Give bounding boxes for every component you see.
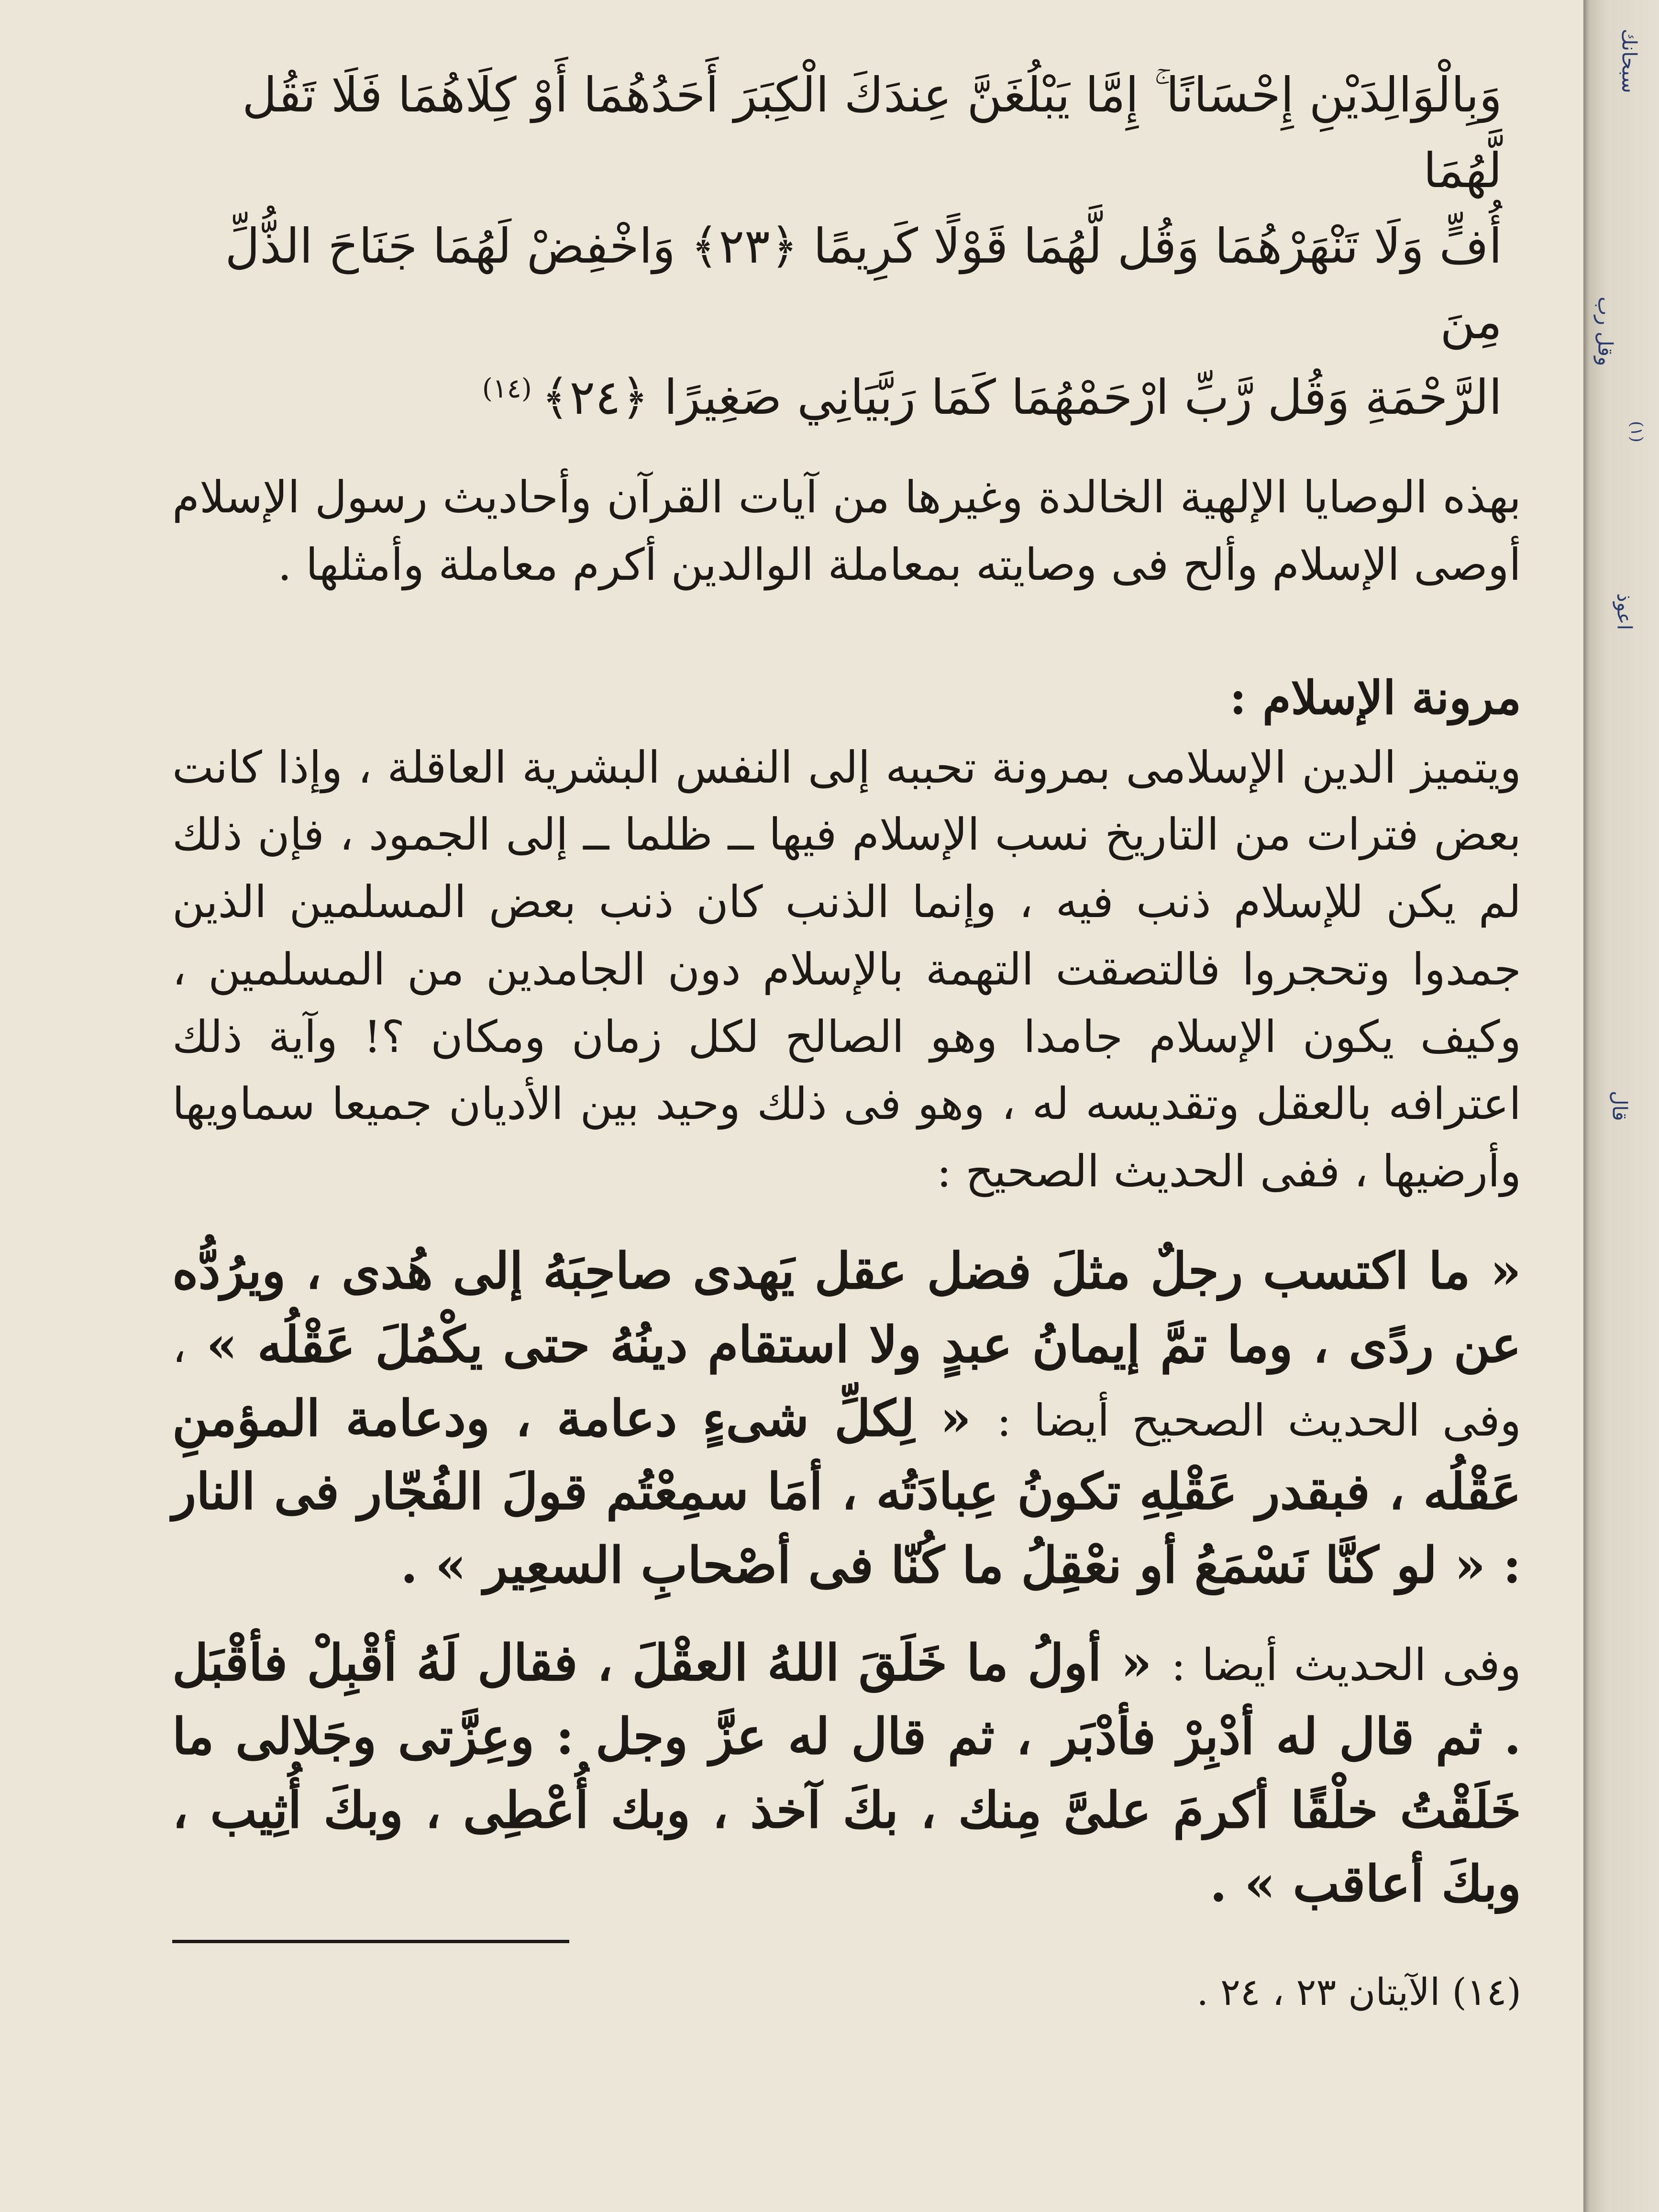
verse-line-2: أُفٍّ وَلَا تَنْهَرْهُمَا وَقُل لَّهُمَا قَوْلًا كَرِيمًا ﴿٢٣﴾ وَاخْفِضْ لَهُمَا جَنَاحَ الذُّلِّ مِنَ (225, 218, 1502, 350)
verse-line-1: وَبِالْوَالِدَيْنِ إِحْسَانًا ۚ إِمَّا يَبْلُغَنَّ عِندَكَ الْكِبَرَ أَحَدُهُمَا أَوْ كِلَاهُمَا فَلَا تَقُل لَّهُمَا (242, 67, 1502, 199)
hadith-quote-1: « ما اكتسب رجلٌ مثلَ فضل عقل يَهدى صاحِبَهُ إلى هُدى ، ويرُدُّه عن ردًى ، وما تمَّ إيمانُ عبدٍ ولا استقام دينُهُ حتى يكْمُلَ عَقْلُه » (172, 1241, 1521, 1374)
margin-note-2: وقل رب (1593, 297, 1617, 366)
margin-note-3: (١) (1626, 421, 1646, 442)
section-heading: مرونة الإسلام : (1229, 670, 1521, 725)
margin-note-1: سبحانك (1617, 29, 1641, 93)
quran-verse-block (172, 57, 1521, 435)
page-text-column (172, 57, 1521, 1921)
footnote-divider (172, 1940, 569, 1943)
verse-line-3 (172, 360, 1521, 435)
body-paragraph: ويتميز الدين الإسلامى بمرونة تحببه إلى النفس البشرية العاقلة ، وإذا كانت بعض فترات من التاريخ نسب الإسلام فيها ــ ظلما ــ إلى الجمود ، فإن ذلك لم يكن للإسلام ذنب فيه ، وإنما الذنب كان ذنب بعض المسلمين الذين جمدوا وتحجروا فالتصقت التهمة بالإسلام دون الجامدين من المسلمين ، وكيف يكون الإسلام جامدا وهو الصالح لكل زمان ومكان ؟! وآية ذلك اعترافه بالعقل وتقديسه له ، وهو فى ذلك وحيد بين الأديان جميعا سماويها وأرضيها ، ففى الحديث الصحيح : (172, 741, 1521, 1197)
hadith-connector-1: ، وفى الحديث الصحيح أيضا : (172, 1321, 1521, 1446)
verse-line-3-text: الرَّحْمَةِ وَقُل رَّبِّ ارْحَمْهُمَا كَمَا رَبَّيَانِي صَغِيرًا ﴿٢٤﴾ (541, 369, 1502, 425)
margin-note-5: قال (1608, 1091, 1632, 1121)
footnote-marker: (١٤) (482, 373, 532, 404)
hadith-paragraph-2 (172, 1626, 1521, 1921)
hadith-paragraph-1 (172, 1234, 1521, 1603)
intro-paragraph: بهذه الوصايا الإلهية الخالدة وغيرها من آيات القرآن وأحاديث رسول الإسلام أوصى الإسلام وألح فى وصايته بمعاملة الوالدين أكرم معاملة وأمثلها . (172, 472, 1521, 590)
hadith-quote-2: « لِكلِّ شىءٍ دعامة ، ودعامة المؤمنِ عَقْلُه ، فبقدر عَقْلِهِ تكونُ عِبادَتُه ، أمَا سمِعْتُم قولَ الفُجّار فى النار : « لو كنَّا نَسْمَعُ أو نعْقِلُ ما كُنّا فى أصْحابِ السعِير » . (172, 1388, 1521, 1595)
margin-note-4: اعوذ (1613, 593, 1637, 630)
hadith-quote-3: « أولُ ما خَلَقَ اللهُ العقْلَ ، فقال لَهُ أقْبِلْ فأقْبَل . ثم قال له أدْبِرْ فأدْبَر ، ثم قال له عزَّ وجل : وعِزَّتى وجَلالى ما خَلَقْتُ خلْقًا أكرمَ علىَّ مِنك ، بكَ آخذ ، وبك أُعْطِى ، وبكَ أُثِيب ، وبكَ أعاقب » . (172, 1633, 1521, 1913)
hadith-connector-2: وفى الحديث أيضا : (1171, 1639, 1521, 1691)
footnote: (١٤) الآيتان ٢٣ ، ٢٤ . (1196, 1971, 1521, 2014)
adjacent-page-edge (1583, 0, 1659, 2212)
